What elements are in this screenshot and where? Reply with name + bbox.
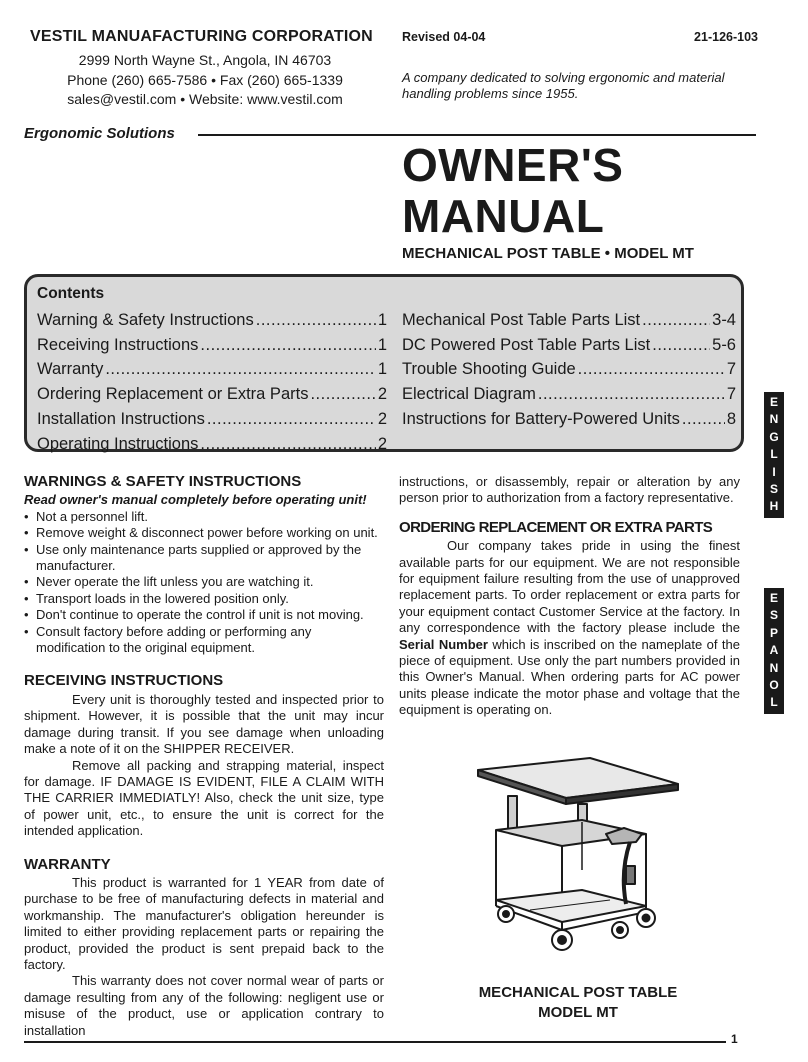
left-column (24, 474, 384, 1039)
toc-left-column (37, 308, 387, 456)
list-item: • Transport loads in the lowered position only. (24, 591, 384, 607)
ordering-paragraph: Our company takes pride in using the finest available parts for our equipment. We are not responsible for equipment failure resulting from the use of unapproved replacement parts. To order replacement or extra parts for your equipment contact Customer Service at the factory. In any correspondence with the factory please include the Serial Number which is inscribed on the nameplate of the piece of equipment. Use only the part numbers provided in this Owner's Manual. When ordering parts for AC power units please indicate the motor phase and voltage that the equipment is operating on. (399, 538, 740, 718)
page-number: 1 (731, 1032, 738, 1046)
warnings-list (24, 509, 384, 657)
company-contact (30, 51, 380, 110)
company-email-website: sales@vestil.com • Website: www.vestil.com (67, 91, 343, 107)
title-line-1: OWNER'S (402, 139, 624, 191)
post-table-illustration (470, 750, 686, 966)
toc-entry[interactable]: Electrical Diagram ..... 7 (402, 382, 736, 407)
list-item: • Use only maintenance parts supplied or approved by the manufacturer. (24, 542, 384, 575)
warranty-paragraph-2: This warranty does not cover normal wear of parts or damage resulting from any of the following: negligent use or misuse of the product, use or application contrary to installation (24, 973, 384, 1038)
contents-heading: Contents (37, 285, 105, 302)
ordering-heading: ORDERING REPLACEMENT OR EXTRA PARTS (399, 518, 713, 536)
figure-caption-line-2: MODEL MT (538, 1004, 618, 1021)
toc-entry[interactable]: Operating Instructions ..... 2 (37, 432, 387, 457)
receiving-paragraph-1: Every unit is thoroughly tested and inspected prior to shipment. However, it is possible that the unit may incur damage during transit. If you see damage when unloading make a note of it on the SHIPPER RECEIVER. (24, 691, 384, 757)
toc-right-column (402, 308, 736, 432)
warranty-heading: WARRANTY (24, 855, 111, 873)
company-address: 2999 North Wayne St., Angola, IN 46703 (78, 52, 332, 68)
list-item: • Never operate the lift unless you are watching it. (24, 574, 384, 590)
document-number: 21-126-103 (694, 30, 758, 44)
toc-entry[interactable]: Ordering Replacement or Extra Parts ..... 2 (37, 382, 387, 407)
section-tag: Ergonomic Solutions (24, 125, 175, 142)
section-divider (198, 134, 756, 136)
page-title (402, 140, 623, 242)
toc-entry[interactable]: Instructions for Battery-Powered Units ..... 8 (402, 407, 736, 432)
list-item: • Remove weight & disconnect power before working on unit. (24, 525, 384, 541)
toc-entry[interactable]: Warranty ..... 1 (37, 357, 387, 382)
toc-entry[interactable]: Warning & Safety Instructions ..... 1 (37, 308, 387, 333)
toc-entry[interactable]: Installation Instructions ..... 2 (37, 407, 387, 432)
toc-entry[interactable]: Mechanical Post Table Parts List ..... 3-4 (402, 308, 736, 333)
company-name: VESTIL MANUAFACTURING CORPORATION (30, 28, 373, 45)
revision-date: Revised 04-04 (402, 30, 486, 44)
serial-number-term: Serial Number (399, 636, 488, 652)
title-line-2: MANUAL (402, 190, 605, 242)
toc-entry[interactable]: DC Powered Post Table Parts List ..... 5-6 (402, 333, 736, 358)
company-phone-fax: Phone (260) 665-7586 • Fax (260) 665-1339 (67, 71, 343, 88)
receiving-heading: RECEIVING INSTRUCTIONS (24, 672, 224, 690)
list-item: • Don't continue to operate the control if unit is not moving. (24, 607, 384, 623)
warranty-paragraph-1: This product is warranted for 1 YEAR from date of purchase to be free of manufacturing defects in material and workmanship. The manufacturer's obligation hereunder is limited to either providing replacement parts or repairing the product, provided the product is sent prepaid back to the factory. (24, 874, 384, 972)
toc-entry[interactable]: Trouble Shooting Guide ..... 7 (402, 357, 736, 382)
right-column (399, 474, 740, 719)
page-subtitle: MECHANICAL POST TABLE • MODEL MT (402, 245, 694, 262)
warnings-lead: Read owner's manual completely before operating unit! (24, 492, 367, 508)
toc-entry[interactable]: Receiving Instructions ..... 1 (37, 333, 387, 358)
warranty-continuation: instructions, or disassembly, repair or alteration by any person prior to authorization from a factory representative. (399, 474, 740, 506)
list-item: • Consult factory before adding or performing any modification to the original equipment. (24, 624, 384, 657)
language-tab-espanol[interactable]: E S P A N O L (764, 588, 784, 714)
warnings-heading: WARNINGS & SAFETY INSTRUCTIONS (24, 473, 302, 490)
receiving-paragraph-2: Remove all packing and strapping material, inspect for damage. IF DAMAGE IS EVIDENT, FILE A CLAIM WITH THE CARRIER IMMEDIATLY! Also, check the unit size, type of power unit, etc., to ensure the unit is correct for the intended application. (24, 757, 384, 839)
figure-caption (452, 983, 704, 1023)
language-tab-english[interactable]: E N G L I S H (764, 392, 784, 518)
list-item: • Not a personnel lift. (24, 509, 384, 525)
figure-caption-line-1: MECHANICAL POST TABLE (478, 984, 678, 1001)
company-tagline: A company dedicated to solving ergonomic and material handling problems since 1955. (402, 70, 725, 101)
footer-divider (24, 1041, 726, 1043)
